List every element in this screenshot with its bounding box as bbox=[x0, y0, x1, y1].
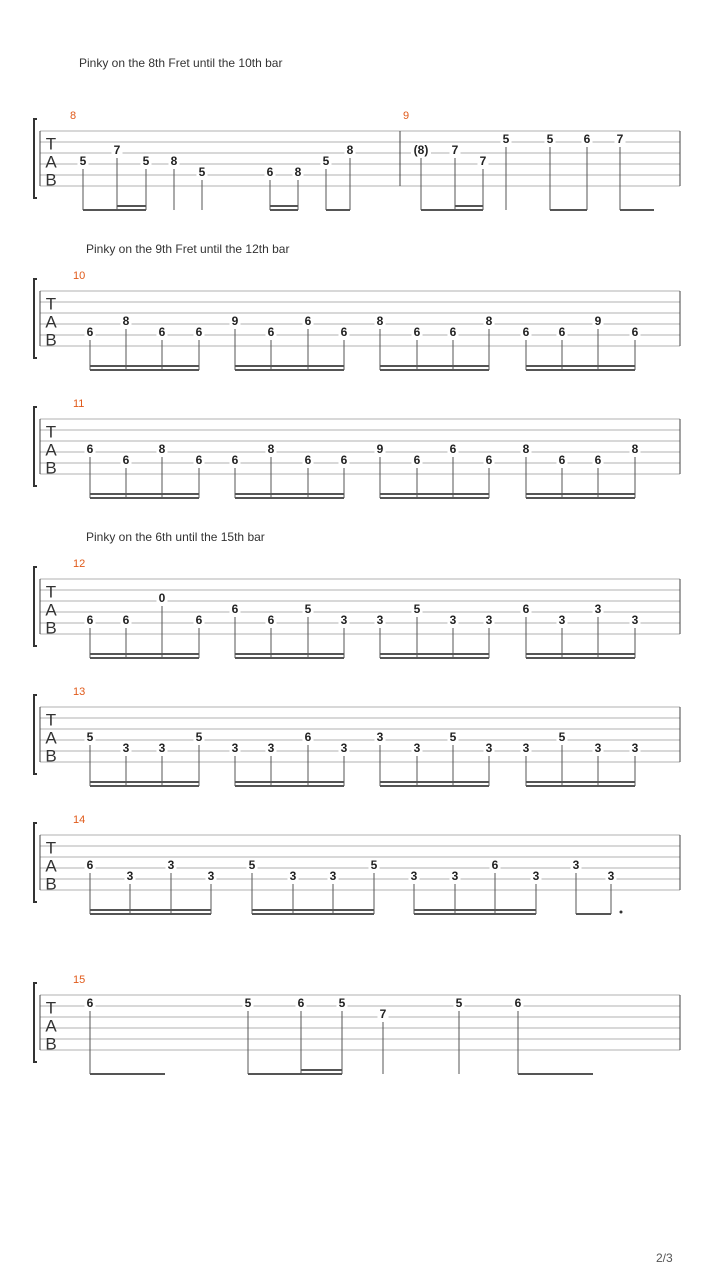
fret-number: 3 bbox=[122, 741, 130, 755]
tab-clef-b: B bbox=[45, 874, 57, 894]
fret-number: 8 bbox=[170, 154, 178, 168]
fret-number: 6 bbox=[413, 453, 421, 467]
fret-number: 5 bbox=[502, 132, 510, 146]
measure-number: 11 bbox=[73, 398, 85, 410]
fret-number: 3 bbox=[289, 869, 297, 883]
fret-number: 6 bbox=[195, 613, 203, 627]
fret-number: 6 bbox=[340, 453, 348, 467]
fret-number: 3 bbox=[594, 741, 602, 755]
fret-number: 6 bbox=[558, 453, 566, 467]
measure-number: 9 bbox=[403, 110, 410, 122]
tab-system-5 bbox=[34, 686, 680, 786]
fret-number: 6 bbox=[631, 325, 639, 339]
fret-number: 6 bbox=[266, 165, 274, 179]
tab-clef-b: B bbox=[45, 330, 57, 350]
annotation-pinky-6th: Pinky on the 6th until the 15th bar bbox=[86, 530, 265, 544]
tab-clef-t: T bbox=[45, 422, 57, 442]
fret-number: 3 bbox=[631, 613, 639, 627]
dot bbox=[620, 911, 623, 914]
fret-number: 6 bbox=[304, 453, 312, 467]
fret-number: 5 bbox=[558, 730, 566, 744]
fret-number: 6 bbox=[86, 858, 94, 872]
fret-number: 6 bbox=[267, 613, 275, 627]
fret-number: 6 bbox=[340, 325, 348, 339]
fret-number: (8) bbox=[413, 143, 429, 157]
fret-number: 6 bbox=[558, 325, 566, 339]
fret-number: 6 bbox=[449, 325, 457, 339]
fret-number: 5 bbox=[546, 132, 554, 146]
tab-system-1 bbox=[34, 110, 680, 210]
tab-clef-b: B bbox=[45, 458, 57, 478]
fret-number: 8 bbox=[122, 314, 130, 328]
fret-number: 3 bbox=[340, 613, 348, 627]
fret-number: 8 bbox=[376, 314, 384, 328]
tab-clef-b: B bbox=[45, 746, 57, 766]
fret-number: 6 bbox=[267, 325, 275, 339]
fret-number: 6 bbox=[195, 325, 203, 339]
fret-number: 3 bbox=[410, 869, 418, 883]
fret-number: 8 bbox=[294, 165, 302, 179]
tab-system-2 bbox=[34, 270, 680, 370]
fret-number: 6 bbox=[304, 314, 312, 328]
fret-number: 6 bbox=[158, 325, 166, 339]
system-bracket bbox=[34, 983, 37, 1062]
fret-number: 6 bbox=[522, 602, 530, 616]
fret-number: 5 bbox=[79, 154, 87, 168]
fret-number: 5 bbox=[195, 730, 203, 744]
tab-clef-t: T bbox=[45, 838, 57, 858]
fret-number: 6 bbox=[86, 996, 94, 1010]
fret-number: 5 bbox=[413, 602, 421, 616]
fret-number: 7 bbox=[113, 143, 121, 157]
fret-number: 7 bbox=[451, 143, 459, 157]
fret-number: 3 bbox=[594, 602, 602, 616]
tab-clef-b: B bbox=[45, 618, 57, 638]
annotation-pinky-9th: Pinky on the 9th Fret until the 12th bar bbox=[86, 242, 290, 256]
fret-number: 5 bbox=[370, 858, 378, 872]
fret-number: 3 bbox=[522, 741, 530, 755]
fret-number: 8 bbox=[346, 143, 354, 157]
fret-number: 3 bbox=[207, 869, 215, 883]
tab-system-7 bbox=[34, 974, 680, 1074]
fret-number: 6 bbox=[86, 325, 94, 339]
fret-number: 5 bbox=[244, 996, 252, 1010]
fret-number: 5 bbox=[449, 730, 457, 744]
fret-number: 9 bbox=[231, 314, 239, 328]
tab-clef-b: B bbox=[45, 1034, 57, 1054]
fret-number: 7 bbox=[616, 132, 624, 146]
fret-number: 5 bbox=[86, 730, 94, 744]
fret-number: 8 bbox=[267, 442, 275, 456]
fret-number: 3 bbox=[413, 741, 421, 755]
fret-number: 3 bbox=[231, 741, 239, 755]
tab-clef-b: B bbox=[45, 170, 57, 190]
fret-number: 6 bbox=[297, 996, 305, 1010]
tab-clef-t: T bbox=[45, 294, 57, 314]
fret-number: 6 bbox=[304, 730, 312, 744]
measure-number: 8 bbox=[70, 110, 77, 122]
fret-number: 5 bbox=[248, 858, 256, 872]
fret-number: 6 bbox=[86, 613, 94, 627]
fret-number: 3 bbox=[449, 613, 457, 627]
fret-number: 5 bbox=[322, 154, 330, 168]
fret-number: 8 bbox=[158, 442, 166, 456]
fret-number: 3 bbox=[532, 869, 540, 883]
fret-number: 3 bbox=[485, 741, 493, 755]
fret-number: 6 bbox=[231, 453, 239, 467]
fret-number: 3 bbox=[158, 741, 166, 755]
tab-clef-a: A bbox=[45, 856, 57, 876]
system-bracket bbox=[34, 567, 37, 646]
system-bracket bbox=[34, 279, 37, 358]
fret-number: 6 bbox=[522, 325, 530, 339]
fret-number: 3 bbox=[485, 613, 493, 627]
measure-number: 14 bbox=[73, 814, 86, 826]
fret-number: 6 bbox=[583, 132, 591, 146]
tab-clef-a: A bbox=[45, 1016, 57, 1036]
fret-number: 6 bbox=[231, 602, 239, 616]
annotation-pinky-8th: Pinky on the 8th Fret until the 10th bar bbox=[79, 56, 283, 70]
tab-clef-t: T bbox=[45, 582, 57, 602]
fret-number: 8 bbox=[485, 314, 493, 328]
tab-clef-t: T bbox=[45, 710, 57, 730]
measure-number: 13 bbox=[73, 686, 86, 698]
fret-number: 3 bbox=[376, 613, 384, 627]
measure-number: 15 bbox=[73, 974, 86, 986]
fret-number: 3 bbox=[340, 741, 348, 755]
fret-number: 6 bbox=[413, 325, 421, 339]
tab-system-6 bbox=[34, 814, 680, 914]
tab-clef-a: A bbox=[45, 728, 57, 748]
fret-number: 8 bbox=[631, 442, 639, 456]
measure-number: 10 bbox=[73, 270, 86, 282]
fret-number: 6 bbox=[485, 453, 493, 467]
fret-number: 6 bbox=[514, 996, 522, 1010]
fret-number: 8 bbox=[522, 442, 530, 456]
fret-number: 6 bbox=[86, 442, 94, 456]
fret-number: 6 bbox=[122, 453, 130, 467]
tab-system-3 bbox=[34, 398, 680, 498]
fret-number: 3 bbox=[558, 613, 566, 627]
fret-number: 3 bbox=[267, 741, 275, 755]
fret-number: 5 bbox=[338, 996, 346, 1010]
fret-number: 3 bbox=[126, 869, 134, 883]
system-bracket bbox=[34, 695, 37, 774]
tab-clef-a: A bbox=[45, 600, 57, 620]
page-number: 2/3 bbox=[656, 1251, 673, 1265]
system-bracket bbox=[34, 119, 37, 198]
fret-number: 5 bbox=[455, 996, 463, 1010]
fret-number: 3 bbox=[376, 730, 384, 744]
tab-clef-a: A bbox=[45, 440, 57, 460]
fret-number: 6 bbox=[594, 453, 602, 467]
fret-number: 3 bbox=[329, 869, 337, 883]
fret-number: 7 bbox=[379, 1007, 387, 1021]
fret-number: 7 bbox=[479, 154, 487, 168]
fret-number: 6 bbox=[195, 453, 203, 467]
fret-number: 5 bbox=[304, 602, 312, 616]
fret-number: 3 bbox=[607, 869, 615, 883]
measure-number: 12 bbox=[73, 558, 86, 570]
fret-number: 3 bbox=[572, 858, 580, 872]
tab-clef-a: A bbox=[45, 312, 57, 332]
fret-number: 9 bbox=[376, 442, 384, 456]
fret-number: 9 bbox=[594, 314, 602, 328]
tab-clef-t: T bbox=[45, 998, 57, 1018]
tab-system-4 bbox=[34, 558, 680, 658]
tab-clef-a: A bbox=[45, 152, 57, 172]
tab-clef-t: T bbox=[45, 134, 57, 154]
fret-number: 5 bbox=[142, 154, 150, 168]
system-bracket bbox=[34, 407, 37, 486]
fret-number: 3 bbox=[451, 869, 459, 883]
fret-number: 0 bbox=[158, 591, 166, 605]
fret-number: 6 bbox=[491, 858, 499, 872]
fret-number: 3 bbox=[167, 858, 175, 872]
fret-number: 5 bbox=[198, 165, 206, 179]
fret-number: 6 bbox=[449, 442, 457, 456]
system-bracket bbox=[34, 823, 37, 902]
fret-number: 3 bbox=[631, 741, 639, 755]
fret-number: 6 bbox=[122, 613, 130, 627]
